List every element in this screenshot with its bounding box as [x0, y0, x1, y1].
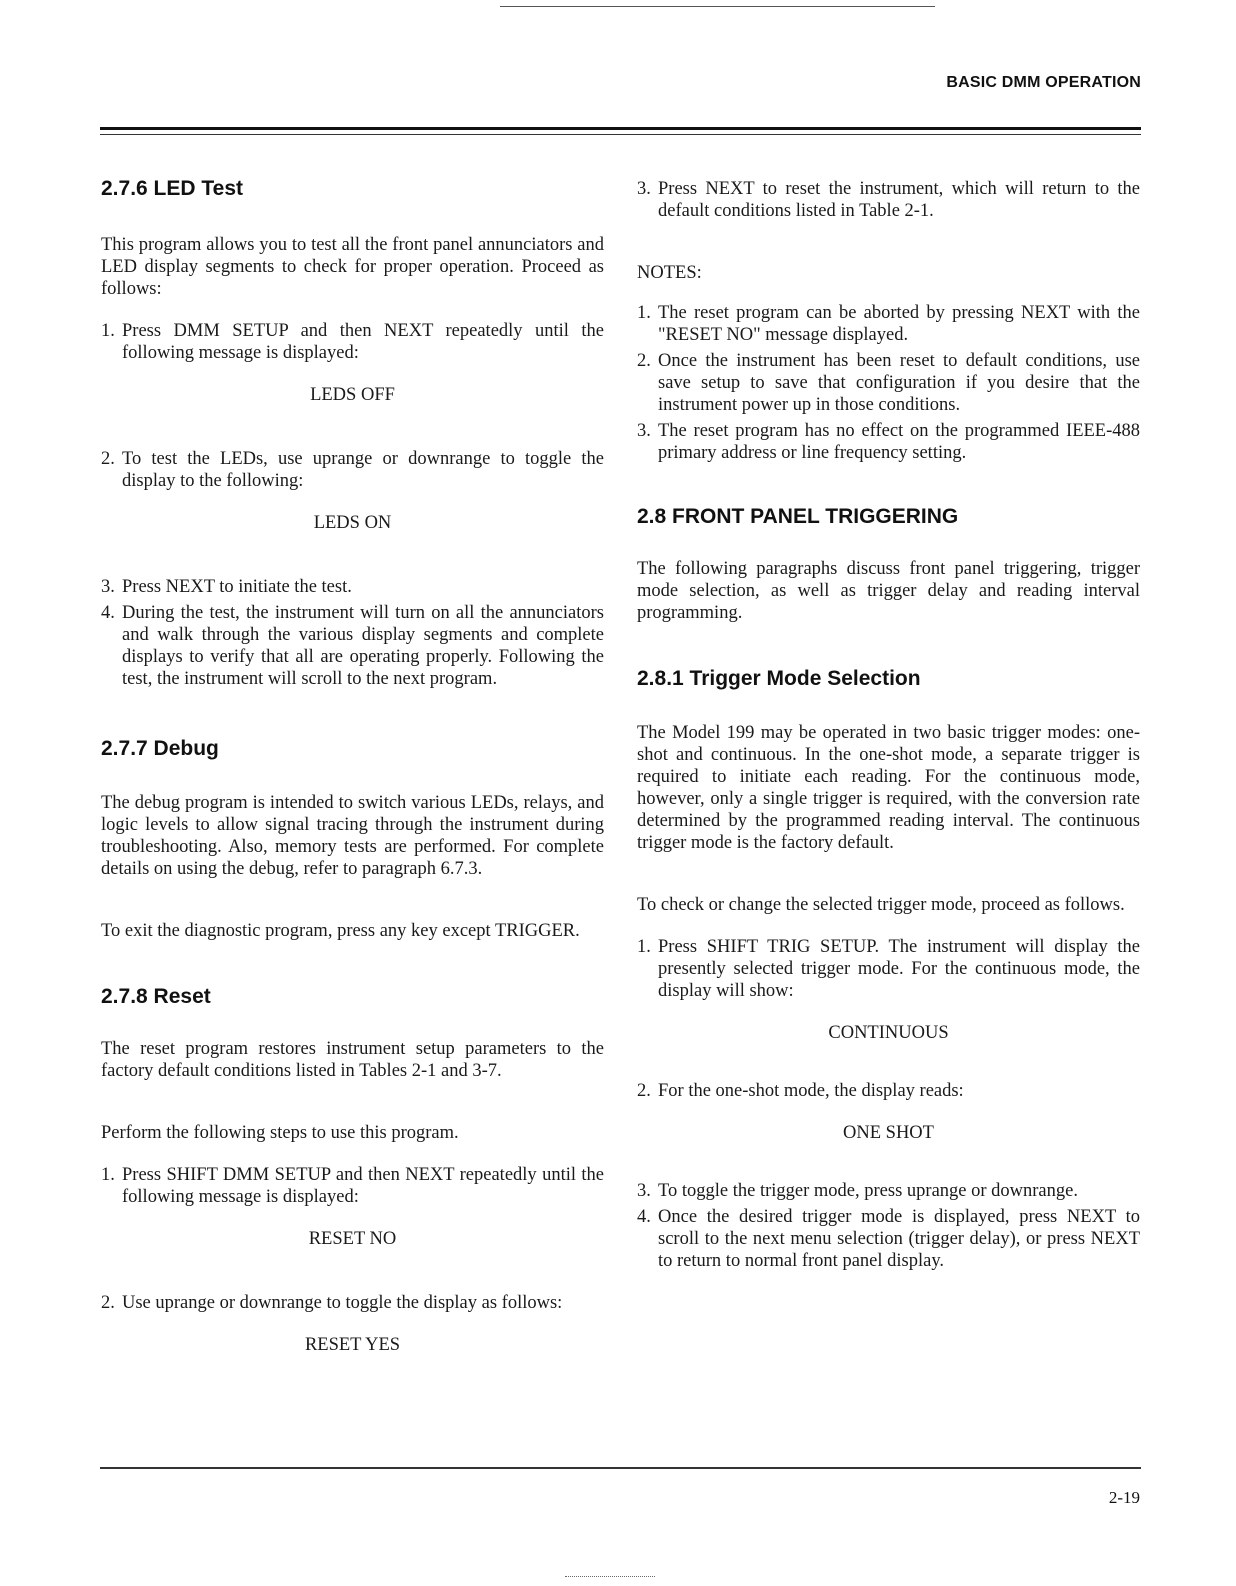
- list-item: 2. To test the LEDs, use uprange or downrange to toggle the display to the following:: [101, 449, 604, 491]
- notes-list: [637, 302, 1140, 464]
- section-heading-reset: 2.7.8 Reset: [101, 985, 211, 1008]
- list-item: 2. Once the instrument has been reset to default conditions, use save setup to save that configuration if you desire that the instrument power up in those conditions.: [637, 351, 1140, 415]
- page-number: 2-19: [1108, 1488, 1140, 1507]
- led-test-intro: This program allows you to test all the front panel annunciators and LED display segments to check for proper operation. Proceed as follows:: [101, 235, 604, 299]
- list-item: 4. Once the desired trigger mode is displayed, press NEXT to scroll to the next menu selection (trigger delay), or press NEXT to return to normal front panel display.: [637, 1207, 1140, 1271]
- reset-steps-intro: Perform the following steps to use this program.: [101, 1123, 459, 1143]
- triggering-paragraph: The following paragraphs discuss front panel triggering, trigger mode selection, as well as trigger delay and reading interval programming.: [637, 559, 1140, 623]
- section-heading-trigger-mode: 2.8.1 Trigger Mode Selection: [637, 667, 921, 690]
- display-message-leds-on: LEDS ON: [313, 513, 392, 533]
- list-item: 3. To toggle the trigger mode, press uprange or downrange.: [637, 1181, 1078, 1201]
- list-item: 1. Press SHIFT DMM SETUP and then NEXT repeatedly until the following message is displayed:: [101, 1165, 604, 1207]
- debug-paragraph: The debug program is intended to switch various LEDs, relays, and logic levels to allow signal tracing through the instrument during troubleshooting. Also, memory tests are performed. For complete details on using the debug, refer to paragraph 6.7.3.: [101, 793, 604, 879]
- display-message-one-shot: ONE SHOT: [843, 1123, 934, 1143]
- running-header: BASIC DMM OPERATION: [946, 74, 1141, 91]
- list-item: 4. During the test, the instrument will turn on all the annunciators and walk through the various display segments and complete displays to verify that all are operating properly. Following the test, the instrument will scroll to the next program.: [101, 603, 604, 689]
- list-item: 3. Press NEXT to initiate the test.: [101, 577, 352, 597]
- notes-label: NOTES:: [637, 263, 702, 283]
- section-heading-led-test: 2.7.6 LED Test: [101, 177, 243, 200]
- section-heading-debug: 2.7.7 Debug: [101, 737, 219, 760]
- list-item: 3. The reset program has no effect on the programmed IEEE-488 primary address or line frequency setting.: [637, 421, 1140, 463]
- list-item: 2. Use uprange or downrange to toggle the display as follows:: [101, 1293, 563, 1313]
- reset-paragraph: The reset program restores instrument setup parameters to the factory default conditions listed in Tables 2-1 and 3-7.: [101, 1039, 604, 1081]
- section-heading-front-panel-triggering: 2.8 FRONT PANEL TRIGGERING: [637, 505, 959, 528]
- debug-exit-paragraph: To exit the diagnostic program, press any key except TRIGGER.: [101, 921, 580, 941]
- list-item: 1. Press DMM SETUP and then NEXT repeatedly until the following message is displayed:: [101, 321, 604, 363]
- list-item: 1. Press SHIFT TRIG SETUP. The instrument will display the presently selected trigger mode. For the continuous mode, the display will show:: [637, 937, 1140, 1001]
- footer-rule: [100, 1467, 1141, 1469]
- led-test-steps: [101, 320, 604, 364]
- list-item: 1. The reset program can be aborted by pressing NEXT with the "RESET NO" message displayed.: [637, 303, 1140, 345]
- list-item: 2. For the one-shot mode, the display reads:: [637, 1081, 964, 1101]
- right-column: [637, 170, 1140, 1272]
- display-message-reset-no: RESET NO: [308, 1229, 397, 1249]
- trigger-mode-instructions: To check or change the selected trigger mode, proceed as follows.: [637, 895, 1125, 915]
- bottom-edge-line: [565, 1576, 655, 1577]
- trigger-mode-paragraph: The Model 199 may be operated in two basic trigger modes: one-shot and continuous. In the one-shot mode, a separate trigger is required to initiate each reading. For the continuous mode, however, only a single trigger is required, with the conversion rate determined by the programmed reading interval. The continuous trigger mode is the factory default.: [637, 723, 1140, 853]
- left-column: [101, 170, 604, 1356]
- display-message-continuous: CONTINUOUS: [828, 1023, 949, 1043]
- header-rule-thick: [100, 127, 1141, 130]
- header-rule-thin: [100, 134, 1141, 135]
- list-item: 3. Press NEXT to reset the instrument, which will return to the default conditions listed in Table 2-1.: [637, 179, 1140, 221]
- display-message-leds-off: LEDS OFF: [310, 385, 395, 405]
- display-message-reset-yes: RESET YES: [304, 1335, 401, 1355]
- top-edge-line: [500, 6, 935, 7]
